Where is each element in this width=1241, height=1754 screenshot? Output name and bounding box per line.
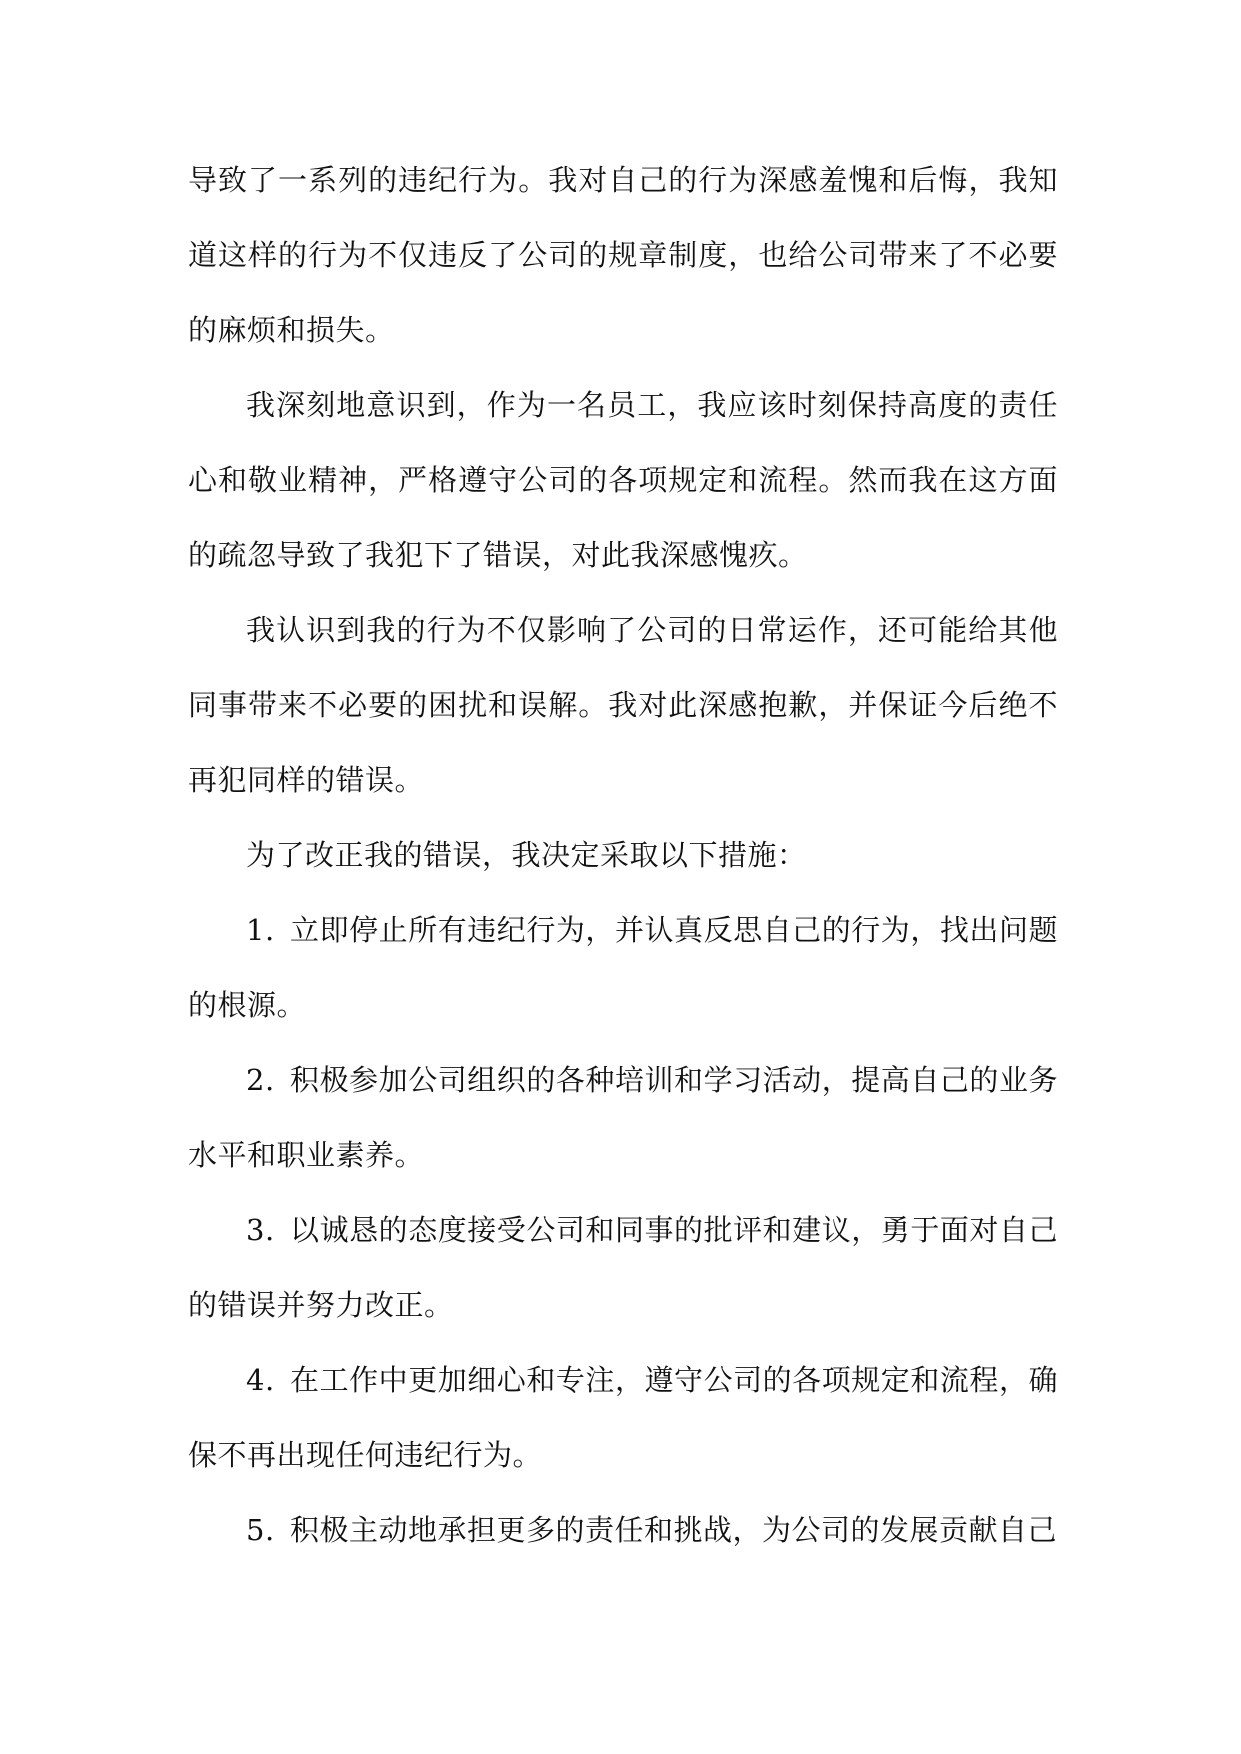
measure-text: 以诚恳的态度接受公司和同事的批评和建议，勇于面对自己的错误并努力改正。 [188, 1213, 1058, 1322]
paragraph-measures-intro: 为了改正我的错误，我决定采取以下措施： [246, 838, 807, 872]
measure-text: 立即停止所有违纪行为，并认真反思自己的行为，找出问题的根源。 [188, 913, 1058, 1022]
measure-number: 1. [246, 913, 275, 947]
measure-item [188, 1343, 1058, 1493]
document-body [188, 143, 1058, 1568]
measure-text: 在工作中更加细心和专注，遵守公司的各项规定和流程，确保不再出现任何违纪行为。 [188, 1363, 1058, 1472]
measure-number: 3. [246, 1213, 275, 1247]
measure-item [188, 1043, 1058, 1193]
measure-text: 积极主动地承担更多的责任和挑战，为公司的发展贡献自己 [290, 1513, 1058, 1547]
measure-item [188, 1193, 1058, 1343]
paragraph-responsibility: 我深刻地意识到，作为一名员工，我应该时刻保持高度的责任心和敬业精神，严格遵守公司的各项规定和流程。然而我在这方面的疏忽导致了我犯下了错误，对此我深感愧疚。 [188, 388, 1058, 572]
measure-text: 积极参加公司组织的各种培训和学习活动，提高自己的业务水平和职业素养。 [188, 1063, 1058, 1172]
measure-item [188, 1493, 1058, 1568]
measure-number: 4. [246, 1363, 275, 1397]
measure-number: 2. [246, 1063, 275, 1097]
measure-number: 5. [246, 1513, 275, 1547]
paragraph-impact: 我认识到我的行为不仅影响了公司的日常运作，还可能给其他同事带来不必要的困扰和误解。我对此深感抱歉，并保证今后绝不再犯同样的错误。 [188, 613, 1058, 797]
measure-item [188, 893, 1058, 1043]
paragraph-continuation: 导致了一系列的违纪行为。我对自己的行为深感羞愧和后悔，我知道这样的行为不仅违反了公司的规章制度，也给公司带来了不必要的麻烦和损失。 [188, 163, 1058, 347]
